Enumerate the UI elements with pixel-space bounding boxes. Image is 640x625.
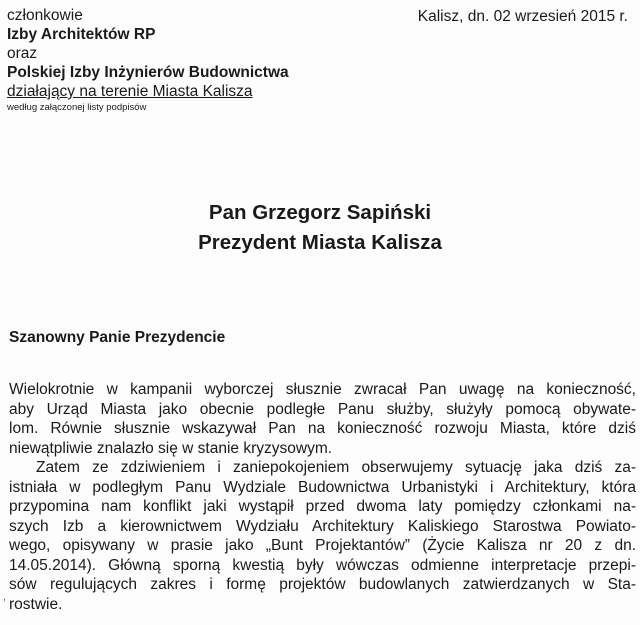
- sender-line-members: członkowie: [7, 7, 83, 24]
- paragraph-line: Zatem ze zdziwieniem i zaniepokojeniem obserwujemy sytuację jaka dziś za-: [36, 459, 636, 476]
- letter-body: [9, 380, 636, 614]
- paragraph-line: Wielokrotnie w kampanii wyborczej słusznie zwracał Pan uwagę na konieczność,: [9, 381, 636, 398]
- paragraph-line: istniała w podległym Panu Wydziale Budownictwa Urbanistyki i Architektury, która: [9, 478, 636, 496]
- scan-speck: ,: [3, 592, 6, 603]
- paragraph-1: [9, 380, 636, 458]
- paragraph-line: niewątpliwie znalazło się w stanie kryzysowym.: [9, 439, 333, 457]
- recipient-name: Pan Grzegorz Sapiński: [208, 201, 432, 224]
- paragraph-line: szych Izb a kierownictwem Wydziału Architektury Kaliskiego Starostwa Powiato-: [9, 517, 636, 535]
- paragraph-line: lom. Równie słusznie wskazywał Pan na konieczność rozwoju Miasta, które dziś: [9, 420, 636, 437]
- paragraph-line: wego, opisywany w prasie jako „Bunt Projektantów” (Życie Kalisza nr 20 z dn.: [9, 537, 636, 554]
- recipient-title: Prezydent Miasta Kalisza: [198, 231, 442, 254]
- paragraph-line: sów regulujących zakres i formę projektów budowlanych zatwierdzanych w Sta-: [9, 576, 636, 593]
- salutation: Szanowny Panie Prezydencie: [9, 329, 226, 346]
- sender-block: [7, 6, 289, 114]
- paragraph-line: aby Urząd Miasta jako obecnie podległe Panu służby, służyły pomocą obywate-: [9, 400, 636, 418]
- paragraph-line: 14.05.2014). Główną sporną kwestią były wówczas odmienne interpretacje przepi-: [9, 556, 636, 574]
- sender-line-area: działający na terenie Miasta Kalisza: [7, 83, 253, 100]
- sender-line-and: oraz: [7, 45, 38, 62]
- paragraph-line: przypomina nam konflikt jaki wystąpił przed dwoma laty pomiędzy członkami na-: [9, 498, 636, 515]
- sender-line-signatures-note: według załączonej listy podpisów: [7, 102, 147, 113]
- sender-line-chamber-engineers: Polskiej Izby Inżynierów Budownictwa: [7, 64, 289, 81]
- recipient-block: [0, 198, 640, 258]
- paragraph-line: rostwie.: [9, 595, 63, 613]
- letter-date: Kalisz, dn. 02 wrzesień 2015 r.: [417, 8, 628, 25]
- paragraph-2: [9, 458, 636, 614]
- sender-line-chamber-architects: Izby Architektów RP: [7, 26, 156, 43]
